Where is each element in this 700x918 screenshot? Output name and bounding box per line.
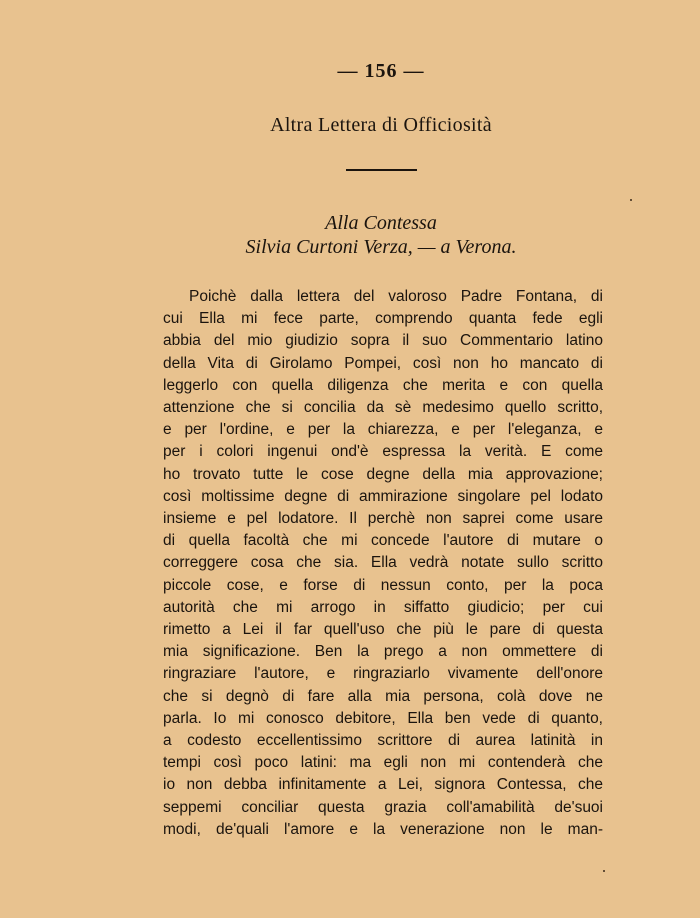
body-line: e per l'ordine, e per la chiarezza, e per l'eleganza, e	[163, 421, 603, 439]
body-line: correggere cosa che sia. Ella vedrà notate sullo scritto	[163, 554, 603, 572]
title-rule	[346, 169, 417, 171]
body-line: di quella facoltà che mi concede l'autore di mutare o	[163, 532, 603, 550]
body-line: io non debba infinitamente a Lei, signora Contessa, che	[163, 776, 603, 794]
body-line: leggerlo con quella diligenza che merita e con quella	[163, 376, 603, 394]
body-line: attenzione che si concilia da sè medesimo quello scritto,	[163, 399, 603, 417]
body-line: cui Ella mi fece parte, comprendo quanta fede egli	[163, 310, 603, 328]
body-line: rimetto a Lei il far quell'uso che più le pare di questa	[163, 621, 603, 639]
body-line: parla. Io mi conosco debitore, Ella ben vede di quanto,	[163, 709, 603, 727]
paper-speck	[603, 870, 605, 872]
body-line: seppemi conciliar questa grazia coll'amabilità de'suoi	[163, 798, 603, 816]
body-line: Poichè dalla lettera del valoroso Padre Fontana, di	[189, 288, 603, 305]
addressee-line-1: Alla Contessa	[325, 212, 437, 234]
page-number: — 156 —	[337, 60, 425, 82]
letter-body	[163, 286, 603, 841]
body-line: per i colori ingenui ond'è espressa la verità. E come	[163, 443, 603, 461]
addressee-line-2: Silvia Curtoni Verza, — a Verona.	[245, 236, 517, 258]
addressee	[0, 211, 700, 259]
body-line: modi, de'quali l'amore e la venerazione non le man-	[163, 820, 603, 838]
body-line: mia significazione. Ben la prego a non ommettere di	[163, 643, 603, 661]
body-line: che si degnò di fare alla mia persona, colà dove ne	[163, 687, 603, 705]
body-line: insieme e pel lodatore. Il perchè non saprei come usare	[163, 510, 603, 528]
paper-speck	[630, 199, 632, 201]
body-line: piccole cose, e forse di nessun conto, per la poca	[163, 576, 603, 594]
body-line: autorità che mi arrogo in siffatto giudicio; per cui	[163, 598, 603, 616]
body-line: ho trovato tutte le cose degne della mia approvazione;	[163, 465, 603, 483]
body-line: abbia del mio giudizio sopra il suo Commentario latino	[163, 332, 603, 350]
letter-title: Altra Lettera di Officiosità	[270, 114, 492, 136]
body-line: così moltissime degne di ammirazione singolare pel lodato	[163, 487, 603, 505]
body-line: tempi così poco latini: ma egli non mi contenderà che	[163, 754, 603, 772]
body-line: della Vita di Girolamo Pompei, così non ho mancato di	[163, 354, 603, 372]
body-line: a codesto eccellentissimo scrittore di aurea latinità in	[163, 732, 603, 750]
body-line: ringraziare l'autore, e ringraziarlo vivamente dell'onore	[163, 665, 603, 683]
